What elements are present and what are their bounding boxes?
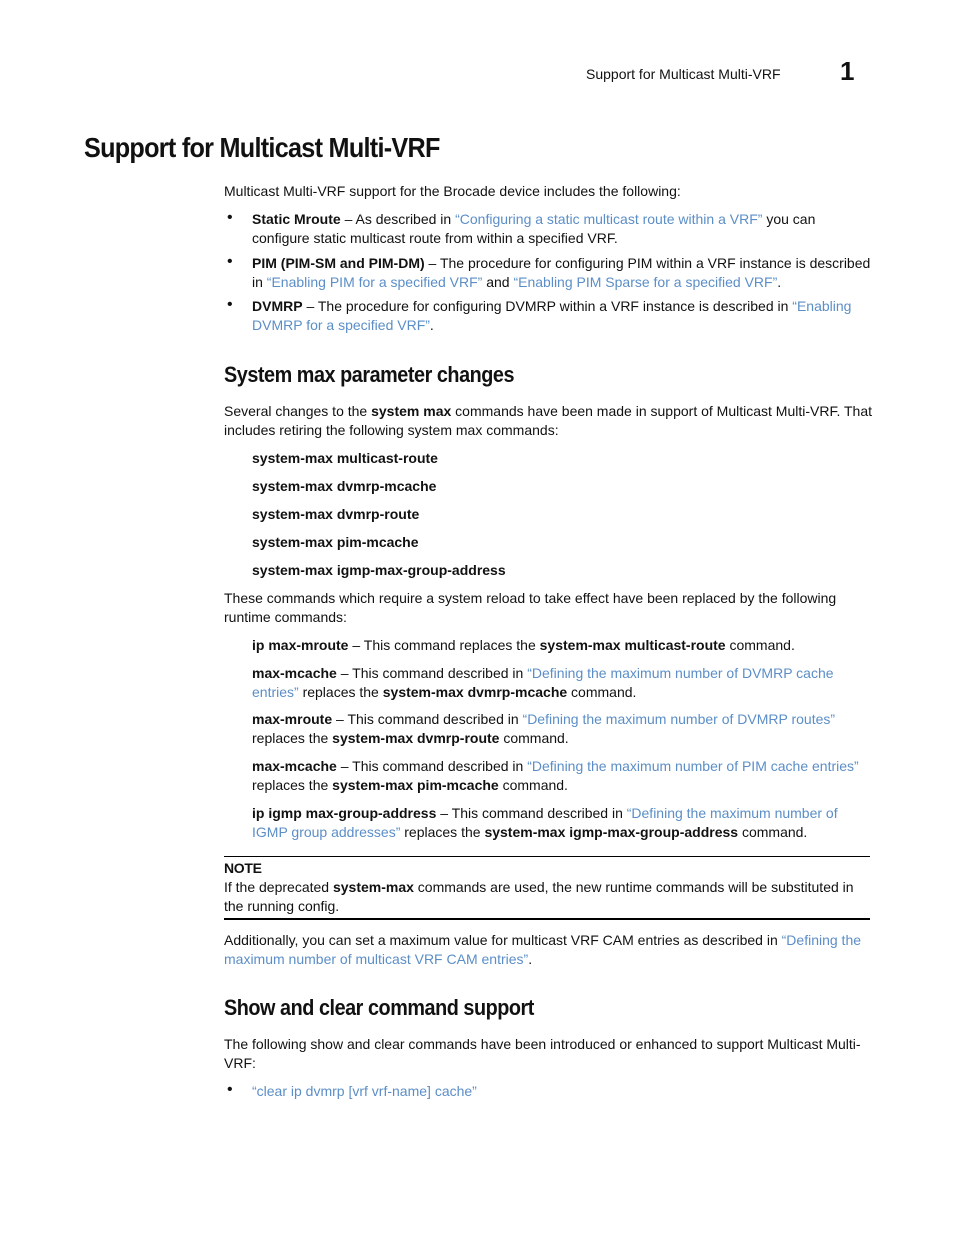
runtime-item-max-mroute: max-mroute – This command described in “Defining the maximum number of DVMRP routes” replaces the system-max dvmrp-route command. (252, 711, 836, 746)
heading-show-clear: Show and clear command support (224, 995, 534, 1020)
additional-paragraph: Additionally, you can set a maximum value for multicast VRF CAM entries as described in “Defining the maximum number of multicast VRF CAM entries”. (224, 932, 862, 967)
runtime-item-ip-igmp: ip igmp max-group-address – This command described in “Defining the maximum number of IGMP group addresses” replaces the system-max igmp-max-group-address command. (252, 805, 838, 840)
retired-command: system-max pim-mcache (252, 534, 419, 550)
link-enabling-dvmrp[interactable]: “Enabling DVMRP for a specified VRF” (252, 298, 852, 333)
bullet-dot: • (227, 253, 233, 270)
retired-command: system-max igmp-max-group-address (252, 562, 506, 578)
retired-command: system-max dvmrp-mcache (252, 478, 437, 494)
sysmax-paragraph: Several changes to the system max commands have been made in support of Multicast Multi-VRF. That includes retiring the following system max commands: (224, 403, 872, 438)
link-pim-cache-entries[interactable]: “Defining the maximum number of PIM cache entries” (527, 758, 859, 774)
note-top-rule (224, 856, 870, 857)
heading-system-max: System max parameter changes (224, 362, 515, 387)
link-enabling-pim[interactable]: “Enabling PIM for a specified VRF” (266, 273, 483, 290)
runtime-intro-paragraph: These commands which require a system reload to take effect have been replaced by the following runtime commands: (224, 590, 837, 625)
bullet-dot: • (227, 1081, 233, 1098)
runtime-item-ip-max-mroute: ip max-mroute – This command replaces the system-max multicast-route command. (252, 637, 795, 653)
note-title: NOTE (224, 860, 262, 876)
link-igmp-group-addresses[interactable]: “Defining the maximum number of IGMP group addresses” (252, 805, 838, 840)
bullet-clear-ip-dvmrp (252, 1082, 872, 1101)
link-enabling-pim-sparse[interactable]: “Enabling PIM Sparse for a specified VRF” (513, 273, 778, 290)
link-dvmrp-routes[interactable]: “Defining the maximum number of DVMRP routes” (522, 711, 836, 727)
link-multicast-vrf-cam[interactable]: “Defining the maximum number of multicast VRF CAM entries” (224, 932, 862, 967)
show-paragraph: The following show and clear commands have been introduced or enhanced to support Multicast Multi-VRF: (224, 1036, 861, 1071)
term-dvmrp: DVMRP (252, 298, 303, 314)
runtime-item-max-mcache-dvmrp: max-mcache – This command described in “Defining the maximum number of DVMRP cache entries” replaces the system-max dvmrp-mcache command. (252, 665, 834, 700)
note-text: If the deprecated system-max commands are used, the new runtime commands will be substituted in the running config. (224, 879, 854, 914)
bullet-pim: PIM (PIM-SM and PIM-DM) – The procedure for configuring PIM within a VRF instance is described in “Enabling PIM for a specified VRF” and “Enabling PIM Sparse for a specified VRF”. (252, 255, 871, 290)
retired-command: system-max multicast-route (252, 450, 438, 466)
term-pim: PIM (PIM-SM and PIM-DM) (252, 255, 425, 271)
bullet-dot: • (227, 209, 233, 226)
link-clear-ip-dvmrp-cache[interactable]: “clear ip dvmrp [vrf vrf-name] cache” (252, 1083, 477, 1099)
page-title: Support for Multicast Multi-VRF (84, 132, 440, 163)
bullet-dot: • (227, 296, 233, 313)
running-header-title: Support for Multicast Multi-VRF (586, 66, 781, 82)
link-dvmrp-cache-entries[interactable]: “Defining the maximum number of DVMRP cache entries” (252, 665, 834, 700)
note-bottom-rule (224, 918, 870, 920)
chapter-number: 1 (840, 56, 855, 86)
link-static-multicast-route[interactable]: “Configuring a static multicast route within a VRF” (455, 211, 763, 227)
runtime-item-max-mcache-pim: max-mcache – This command described in “Defining the maximum number of PIM cache entries” replaces the system-max pim-mcache command. (252, 758, 859, 793)
bullet-static-mroute: Static Mroute – As described in “Configuring a static multicast route within a VRF” you can configure static multicast route from within a specified VRF. (252, 211, 816, 246)
intro-paragraph: Multicast Multi-VRF support for the Brocade device includes the following: (224, 183, 681, 199)
bullet-dvmrp: DVMRP – The procedure for configuring DVMRP within a VRF instance is described in “Enabling DVMRP for a specified VRF”. (252, 298, 852, 333)
term-static-mroute: Static Mroute (252, 211, 341, 227)
retired-command: system-max dvmrp-route (252, 506, 420, 522)
